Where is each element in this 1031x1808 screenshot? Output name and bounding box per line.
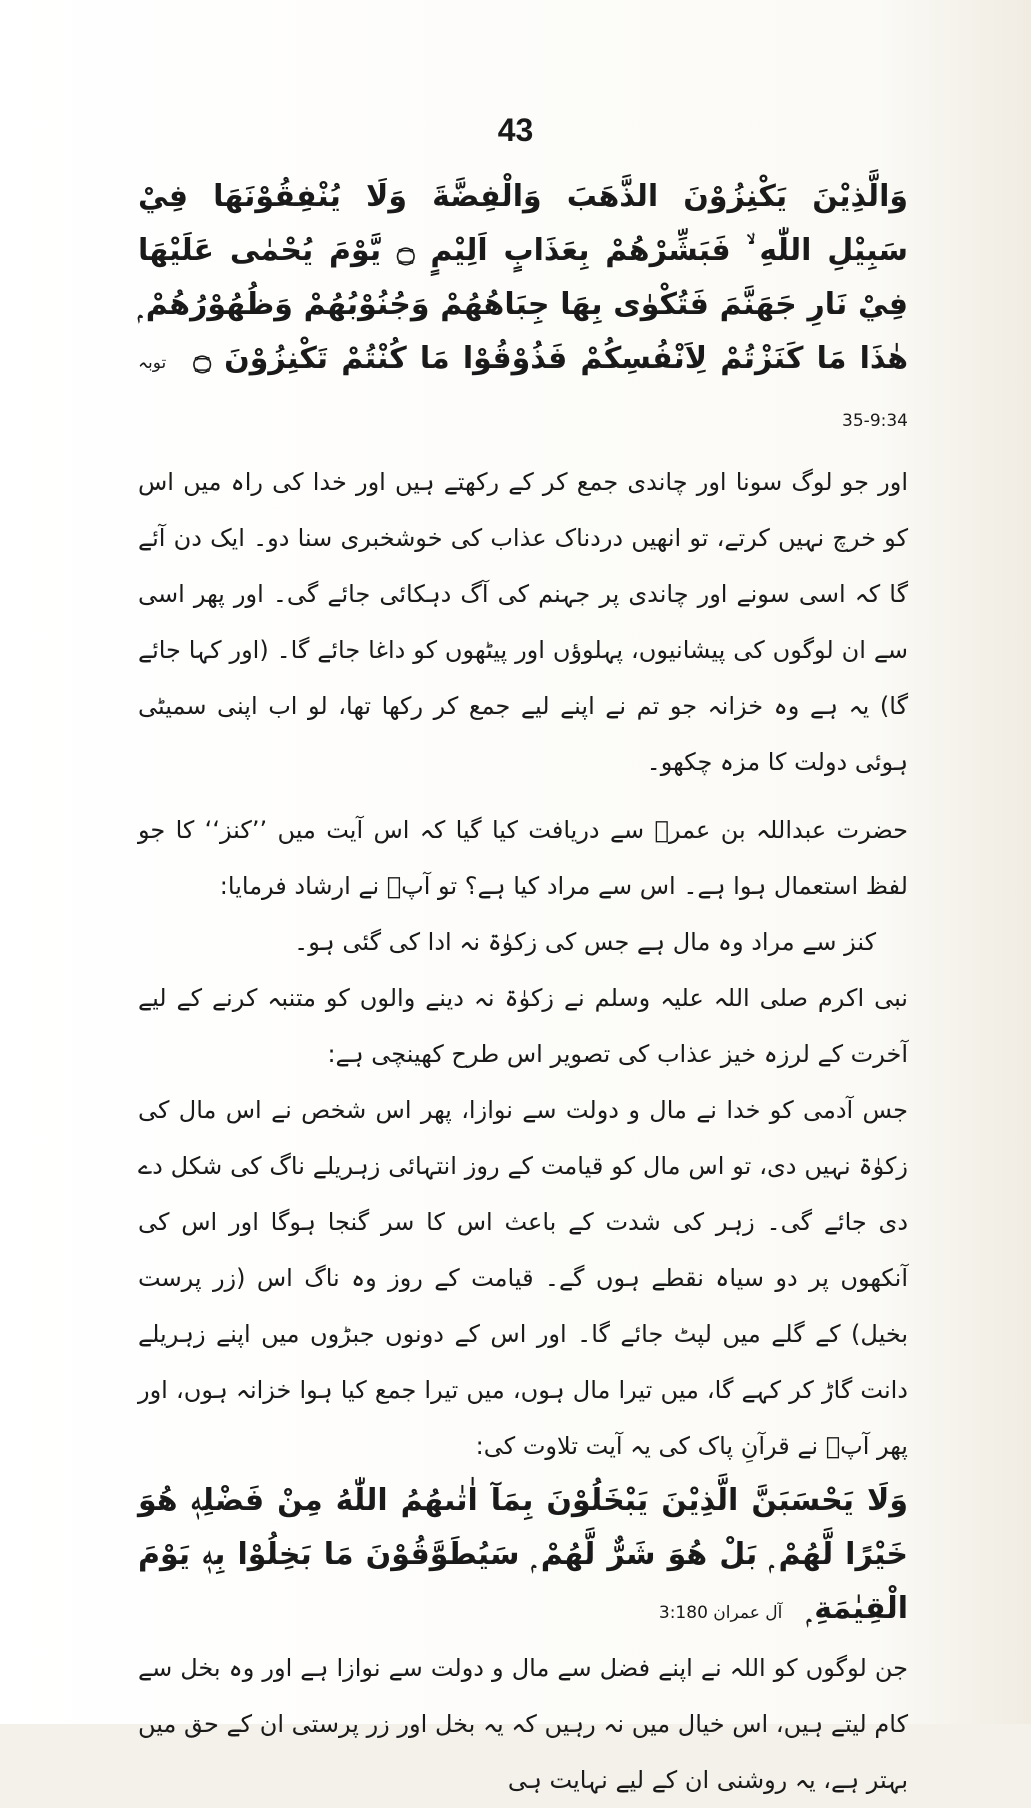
page-content [138, 170, 908, 1808]
verse-text: وَالَّذِيْنَ يَكْنِزُوْنَ الذَّهَبَ وَالْفِضَّةَ وَلَا يُنْفِقُوْنَهَا فِيْ سَبِيْلِ اللّٰهِ ۙ فَبَشِّرْهُمْ بِعَذَابٍ اَلِيْمٍ ۝ يَّوْمَ يُحْمٰى عَلَيْهَا فِيْ نَارِ جَهَنَّمَ فَتُكْوٰى بِهَا جِبَاهُهُمْ وَجُنُوْبُهُمْ وَظُهُوْرُهُمْ ۭ هٰذَا مَا كَنَزْتُمْ لِاَنْفُسِكُمْ فَذُوْقُوْا مَا كُنْتُمْ تَكْنِزُوْنَ ۝ [138, 179, 908, 376]
hadith-body-paragraph: جس آدمی کو خدا نے مال و دولت سے نوازا، پھر اس شخص نے اس مال کی زکوٰۃ نہیں دی، تو اس مال کو قیامت کے روز انتہائی زہریلے ناگ کی شکل دے دی جائے گی۔ زہر کی شدت کے باعث اس کا سر گنجا ہوگا اور اس کی آنکھوں پر دو سیاہ نقطے ہوں گے۔ قیامت کے روز وہ ناگ اس (زر پرست بخیل) کے گلے میں لپٹ جائے گا۔ اور اس کے دونوں جبڑوں میں اپنے زہریلے دانت گاڑ کر کہے گا، میں تیرا مال ہوں، میں تیرا جمع کیا ہوا خزانہ ہوں، اور پھر آپؐ نے قرآنِ پاک کی یہ آیت تلاوت کی: [138, 1096, 909, 1460]
page-number: 43 [497, 112, 534, 148]
verse-reference: آل عمران 3:180 [658, 1603, 783, 1623]
verse-text: وَلَا يَحْسَبَنَّ الَّذِيْنَ يَبْخَلُوْنَ بِمَآ اٰتٰىھُمُ اللّٰهُ مِنْ فَضْلِهٖ ھُوَ خَيْرًا لَّھُمْ ۭ بَلْ ھُوَ شَرٌّ لَّھُمْ ۭ سَيُطَوَّقُوْنَ مَا بَخِلُوْا بِهٖ يَوْمَ الْقِيٰمَةِ ۭ [138, 1483, 908, 1626]
quran-verse-tawbah [138, 170, 908, 448]
hadith-answer-paragraph: کنز سے مراد وہ مال ہے جس کی زکوٰۃ نہ ادا کی گئی ہو۔ [294, 928, 876, 956]
translation-paragraph: اور جو لوگ سونا اور چاندی جمع کر کے رکھتے ہیں اور خدا کی راہ میں اس کو خرچ نہیں کرتے، تو انھیں دردناک عذاب کی خوشخبری سنا دو۔ ایک دن آئے گا کہ اسی سونے اور چاندی پر جہنم کی آگ دہکائی جائے گی۔ اور پھر اسی سے ان لوگوں کی پیشانیوں، پہلوؤں اور پیٹھوں کو داغا جائے گا۔ (اور کہا جائے گا) یہ ہے وہ خزانہ جو تم نے اپنے لیے جمع کر رکھا تھا، لو اب اپنی سمیٹی ہوئی دولت کا مزہ چکھو۔ [138, 468, 908, 776]
hadith-intro-paragraph: حضرت عبداللہ بن عمرؓ سے دریافت کیا گیا کہ اس آیت میں ’’کنز‘‘ کا جو لفظ استعمال ہوا ہے۔ اس سے مراد کیا ہے؟ تو آپؓ نے ارشاد فرمایا: [138, 816, 908, 900]
prophet-intro-paragraph: نبی اکرم صلی اللہ علیہ وسلم نے زکوٰۃ نہ دینے والوں کو متنبہ کرنے کے لیے آخرت کے لرزہ خیز عذاب کی تصویر اس طرح کھینچی ہے: [138, 984, 908, 1068]
verse-reference: توبہ 9:34-35 [138, 353, 908, 431]
quran-verse-aal-imran [138, 1474, 908, 1640]
translation-paragraph: جن لوگوں کو اللہ نے اپنے فضل سے مال و دولت سے نوازا ہے اور وہ بخل سے کام لیتے ہیں، اس خیال میں نہ رہیں کہ یہ بخل اور زر پرستی ان کے حق میں بہتر ہے، یہ روشنی ان کے لیے نہایت ہی [138, 1654, 908, 1794]
